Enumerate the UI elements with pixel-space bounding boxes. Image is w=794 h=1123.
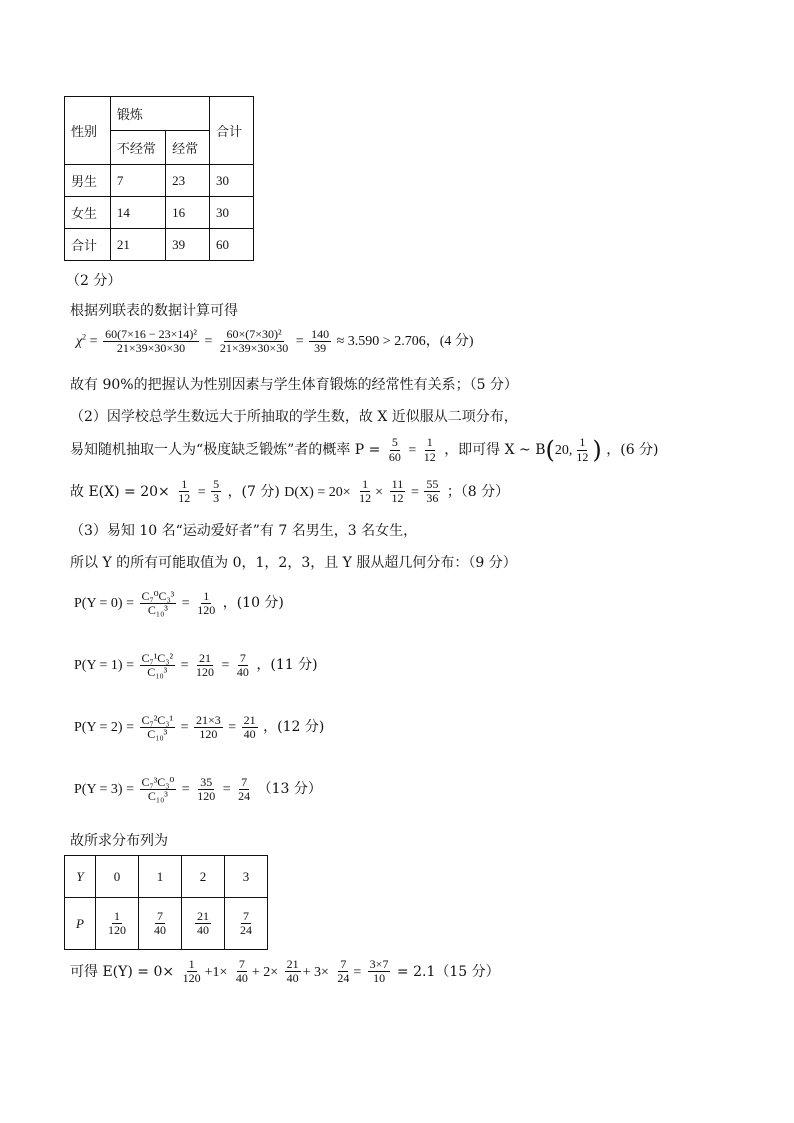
- table-row: [65, 197, 254, 229]
- y-label: Y: [65, 856, 96, 898]
- text-line: 所以 Y 的所有可能取值为 0，1，2，3，且 Y 服从超几何分布：（9 分）: [70, 555, 517, 571]
- score-note: （2 分）: [66, 273, 122, 289]
- cell: 23: [166, 165, 210, 197]
- cell: 14: [110, 197, 165, 229]
- text-line: 故有 90%的把握认为性别因素与学生体育锻炼的经常性有关系；（5 分）: [70, 377, 518, 393]
- equation-y1: P(Y = 1) = $\frac{\text{C₇¹C₃²}}{\text{C₁₀³}}$ = $\frac{21}{120}$ = $\frac{7}{40}$ ，(11 分): [74, 651, 318, 680]
- text-line: （3）易知 10 名“运动爱好者”有 7 名男生，3 名女生，: [70, 523, 418, 539]
- cell: 1: [139, 856, 182, 898]
- gender-header: 性别: [65, 97, 111, 165]
- often-header: 经常: [166, 131, 210, 165]
- cell: $\frac{21}{40}$: [182, 898, 225, 950]
- cell: 16: [166, 197, 210, 229]
- cell: 30: [210, 165, 254, 197]
- cell: 39: [166, 229, 210, 261]
- cell: $\frac{7}{24}$: [225, 898, 268, 950]
- text-line: 故所求分布列为: [70, 833, 168, 849]
- text-line: （2）因学校总学生数远大于所抽取的学生数，故 X 近似服从二项分布，: [70, 409, 518, 425]
- cell: 3: [225, 856, 268, 898]
- table-row: [65, 898, 268, 950]
- expectation-line: 故 E(X) = 20× $\frac{1}{12}$ = $\frac{5}{3}$ ，(7 分) D(X) = 20× $\frac{1}{12}$ × $\frac{11}{12}$ = $\frac{55}{36}$ ；（8 分）: [70, 477, 510, 506]
- equation-y0: P(Y = 0) = $\frac{\text{C₇⁰C₃³}}{\text{C₁₀³}}$ = $\frac{1}{120}$ ，(10 分): [74, 589, 284, 618]
- total-header: 合计: [210, 97, 254, 165]
- cell: $\frac{7}{40}$: [139, 898, 182, 950]
- cell: 30: [210, 197, 254, 229]
- not-often-header: 不经常: [110, 131, 165, 165]
- table-row: [65, 229, 254, 261]
- cell: 0: [96, 856, 139, 898]
- cell: 2: [182, 856, 225, 898]
- equation-y2: P(Y = 2) = $\frac{\text{C₇²C₃¹}}{\text{C₁₀³}}$ = $\frac{21\times 3}{120}$ = $\frac{21}{40}$ ，(12 分): [74, 713, 325, 742]
- row-label: 合计: [65, 229, 111, 261]
- row-label: 男生: [65, 165, 111, 197]
- cell: 7: [110, 165, 165, 197]
- table-row: [65, 165, 254, 197]
- equation-y3: P(Y = 3) = $\frac{\text{C₇³C₃⁰}}{\text{C₁₀³}}$ = $\frac{35}{120}$ = $\frac{7}{24}$ （13 分）: [74, 775, 322, 804]
- final-expectation: 可得 E(Y) = 0× $\frac{1}{120}$ +1× $\frac{7}{40}$ + 2× $\frac{21}{40}$ + 3× $\frac{7}{24}$ = $\frac{3\times 7}{10}$ = 2.1（15 分）: [70, 957, 500, 986]
- p-label: P: [65, 898, 96, 950]
- text-line: 根据列联表的数据计算可得: [70, 303, 238, 319]
- exercise-header: 锻炼: [110, 97, 209, 131]
- cell: $\frac{1}{120}$: [96, 898, 139, 950]
- cell: 60: [210, 229, 254, 261]
- contingency-table: [64, 96, 254, 261]
- cell: 21: [110, 229, 165, 261]
- table-row: [65, 856, 268, 898]
- row-label: 女生: [65, 197, 111, 229]
- chi-square-formula: $\chi^2$ = $\frac{\text{60(7×16 − 23×14)²}}{21\times 39\times 30\times 30}$ = $\frac{\text{60×(7×30)²}}{21\times 39\times 30\times 30}$ = $\frac{140}{39}$ ≈ 3.590 > 2.706，(4 分): [76, 327, 474, 356]
- probability-line: 易知随机抽取一人为“极度缺乏锻炼”者的概率 P = $\frac{5}{60}$ = $\frac{1}{12}$ ，即可得 X ~ B(20, $\frac{1}{12}$ ) ，(6 分): [70, 435, 659, 464]
- distribution-table: [64, 855, 268, 950]
